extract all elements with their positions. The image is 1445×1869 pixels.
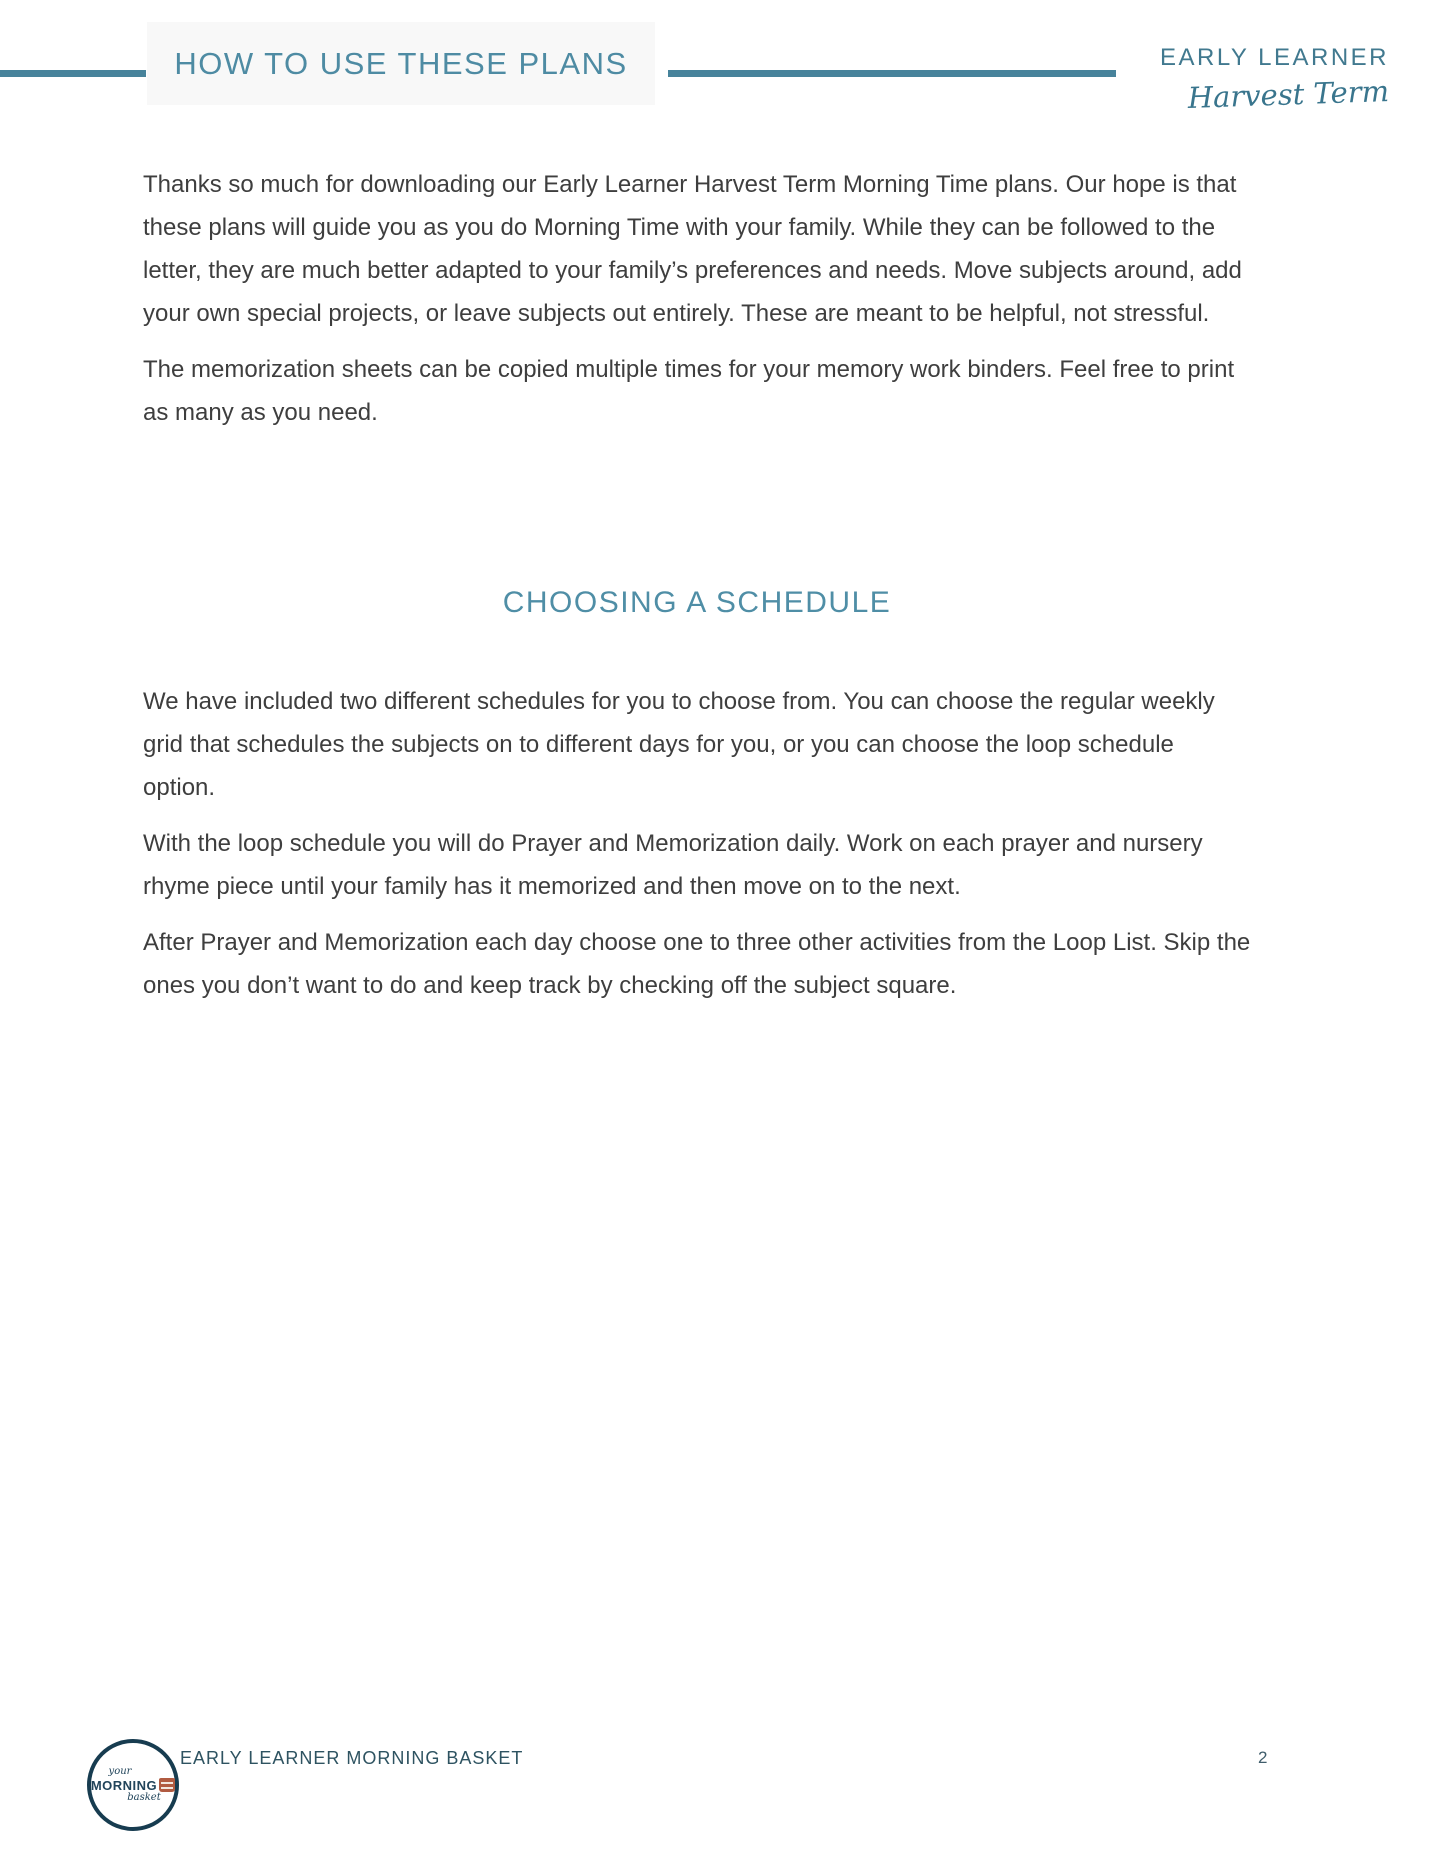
logo-text-basket: basket [127,1792,161,1803]
logo-middle-row [91,1778,175,1792]
paragraph-intro: Thanks so much for downloading our Early Learner Harvest Term Morning Time plans. Our hope is that these plans will guide you as you do Morning Time with your family. While they can be followed to the letter, they are much better adapted to your family’s preferences and needs. Move subjects around, add your own special projects, or leave subjects out entirely. These are meant to be helpful, not stressful. [143,171,1242,327]
section-heading: CHOOSING A SCHEDULE [502,586,892,619]
page-number: 2 [1258,1748,1268,1767]
page-title: HOW TO USE THESE PLANS [174,45,628,81]
morning-basket-logo [87,1739,179,1831]
paragraph-loop-list: After Prayer and Memorization each day choose one to three other activities from the Loop List. Skip the ones you don’t want to do and keep track by checking off the subject square. [143,929,1251,999]
header-rule-left [0,70,146,77]
body-content [143,0,1251,1020]
paragraph-memorization: The memorization sheets can be copied multiple times for your memory work binders. Feel free to print as many as you need. [143,356,1235,426]
paragraph-loop-schedule: With the loop schedule you will do Prayer and Memorization daily. Work on each prayer and nursery rhyme piece until your family has it memorized and then move on to the next. [143,830,1203,900]
basket-icon [159,1778,175,1792]
logo-text-morning: MORNING [90,1777,158,1793]
paragraph-schedules: We have included two different schedules for you to choose from. You can choose the regular weekly grid that schedules the subjects on to different days for you, or you can choose the loop schedule option. [143,688,1215,801]
brand-name: EARLY LEARNER [1159,44,1389,71]
logo-text-your: your [108,1766,132,1777]
brand-term: Harvest Term [1187,74,1390,116]
footer-label: EARLY LEARNER MORNING BASKET [180,1748,524,1768]
